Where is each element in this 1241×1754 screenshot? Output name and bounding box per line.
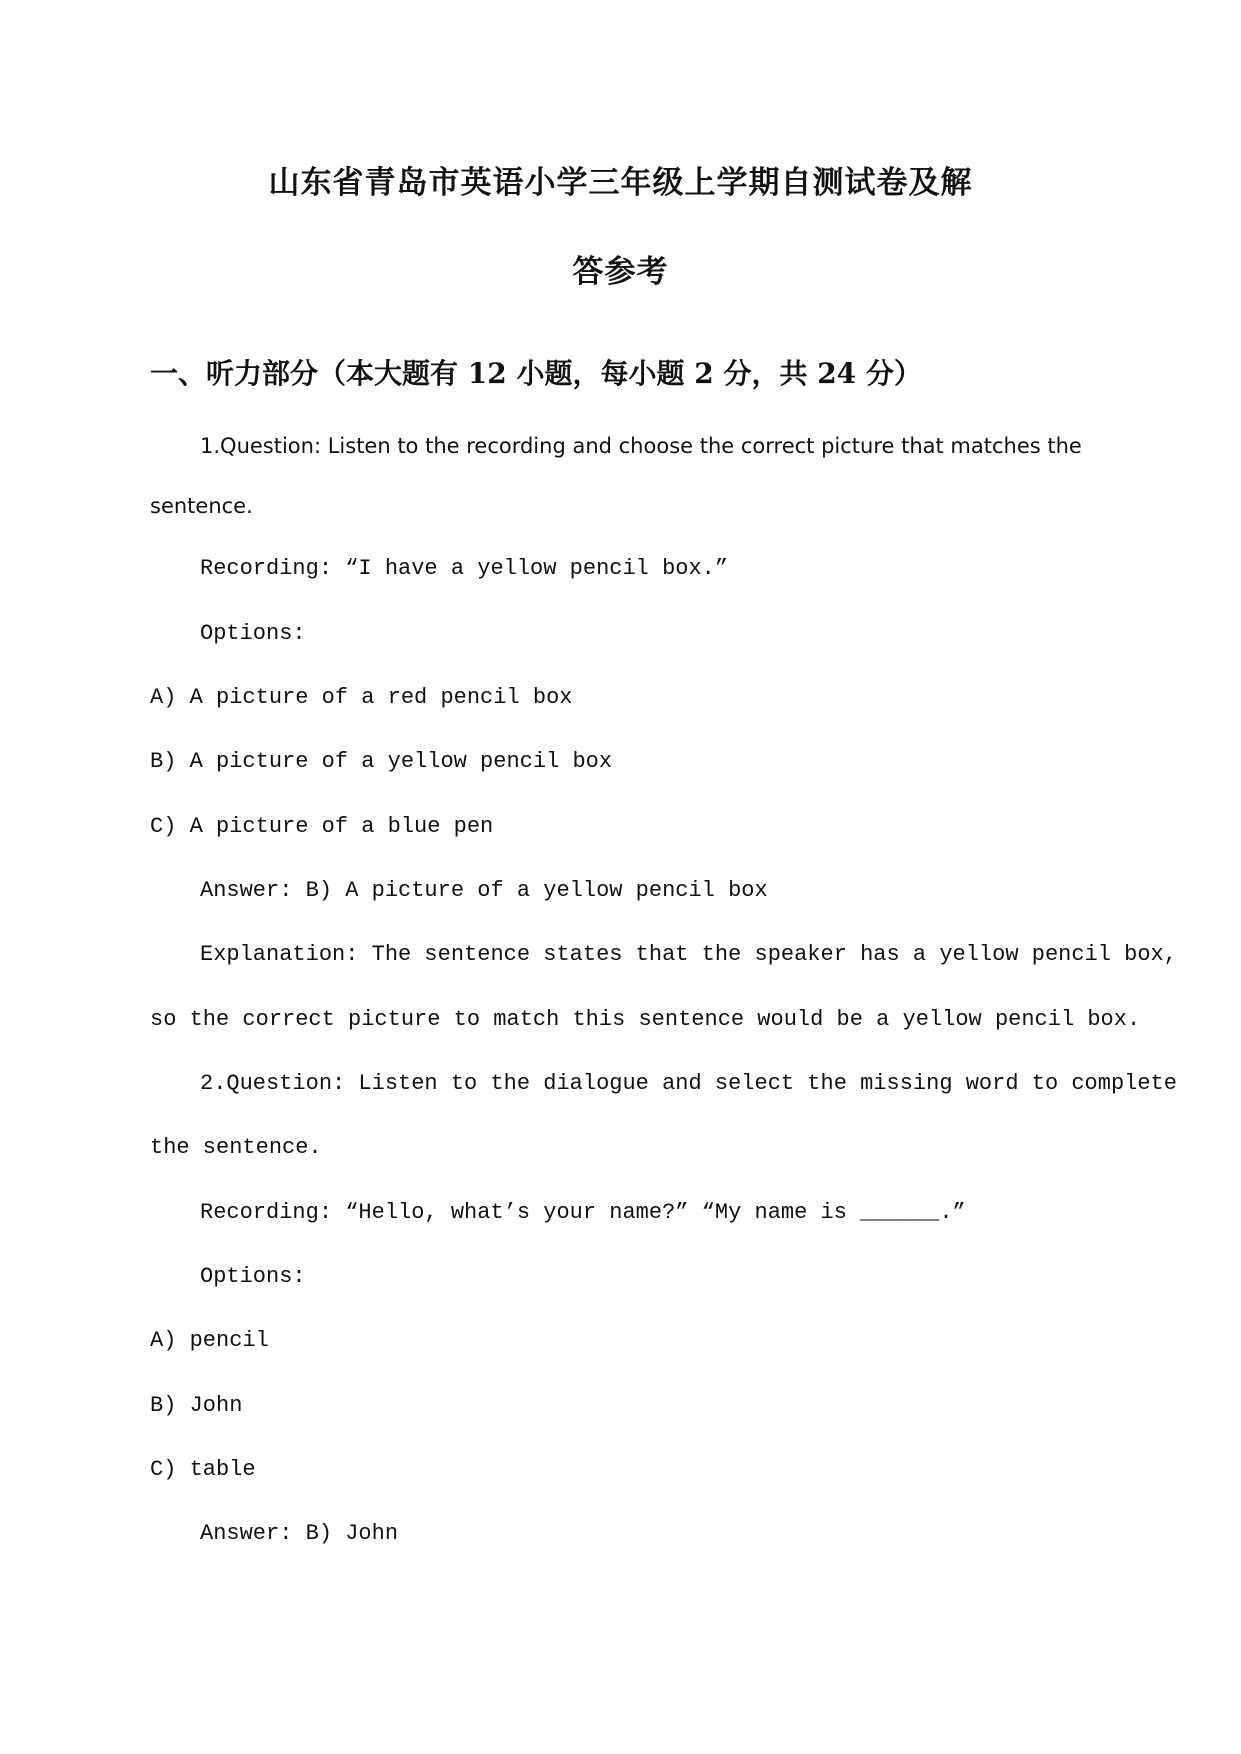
q1-explanation-line-2: so the correct picture to match this sentence would be a yellow pencil box.: [150, 1007, 1141, 1032]
q1-options-label: Options:: [200, 621, 306, 646]
q1-question-line-1: 1.Question: Listen to the recording and choose the correct picture that matches the: [200, 434, 1082, 458]
q1-explanation-line-1: Explanation: The sentence states that the speaker has a yellow pencil box,: [200, 942, 1177, 967]
q2-recording: Recording: “Hello, what’s your name?” “My name is ______.”: [200, 1200, 966, 1225]
q2-option-a: A) pencil: [150, 1328, 269, 1353]
q2-option-b: B) John: [150, 1393, 243, 1418]
q2-option-c: C) table: [150, 1457, 256, 1482]
section-heading-listening: 一、听力部分（本大题有 12 小题，每小题 2 分，共 24 分）: [150, 357, 922, 390]
q2-options-label: Options:: [200, 1264, 306, 1289]
q1-option-a: A) A picture of a red pencil box: [150, 685, 573, 710]
q1-recording: Recording: “I have a yellow pencil box.”: [200, 556, 729, 581]
q1-question-line-2: sentence.: [150, 494, 253, 518]
q1-option-b: B) A picture of a yellow pencil box: [150, 749, 613, 774]
q1-answer: Answer: B) A picture of a yellow pencil box: [200, 878, 768, 903]
q2-answer: Answer: B) John: [200, 1521, 399, 1546]
q2-question-line-2: the sentence.: [150, 1135, 322, 1160]
document-title-line-2: 答参考: [572, 254, 669, 290]
document-title-line-1: 山东省青岛市英语小学三年级上学期自测试卷及解: [268, 165, 973, 201]
q1-option-c: C) A picture of a blue pen: [150, 814, 494, 839]
q2-question-line-1: 2.Question: Listen to the dialogue and select the missing word to complete: [200, 1071, 1177, 1096]
